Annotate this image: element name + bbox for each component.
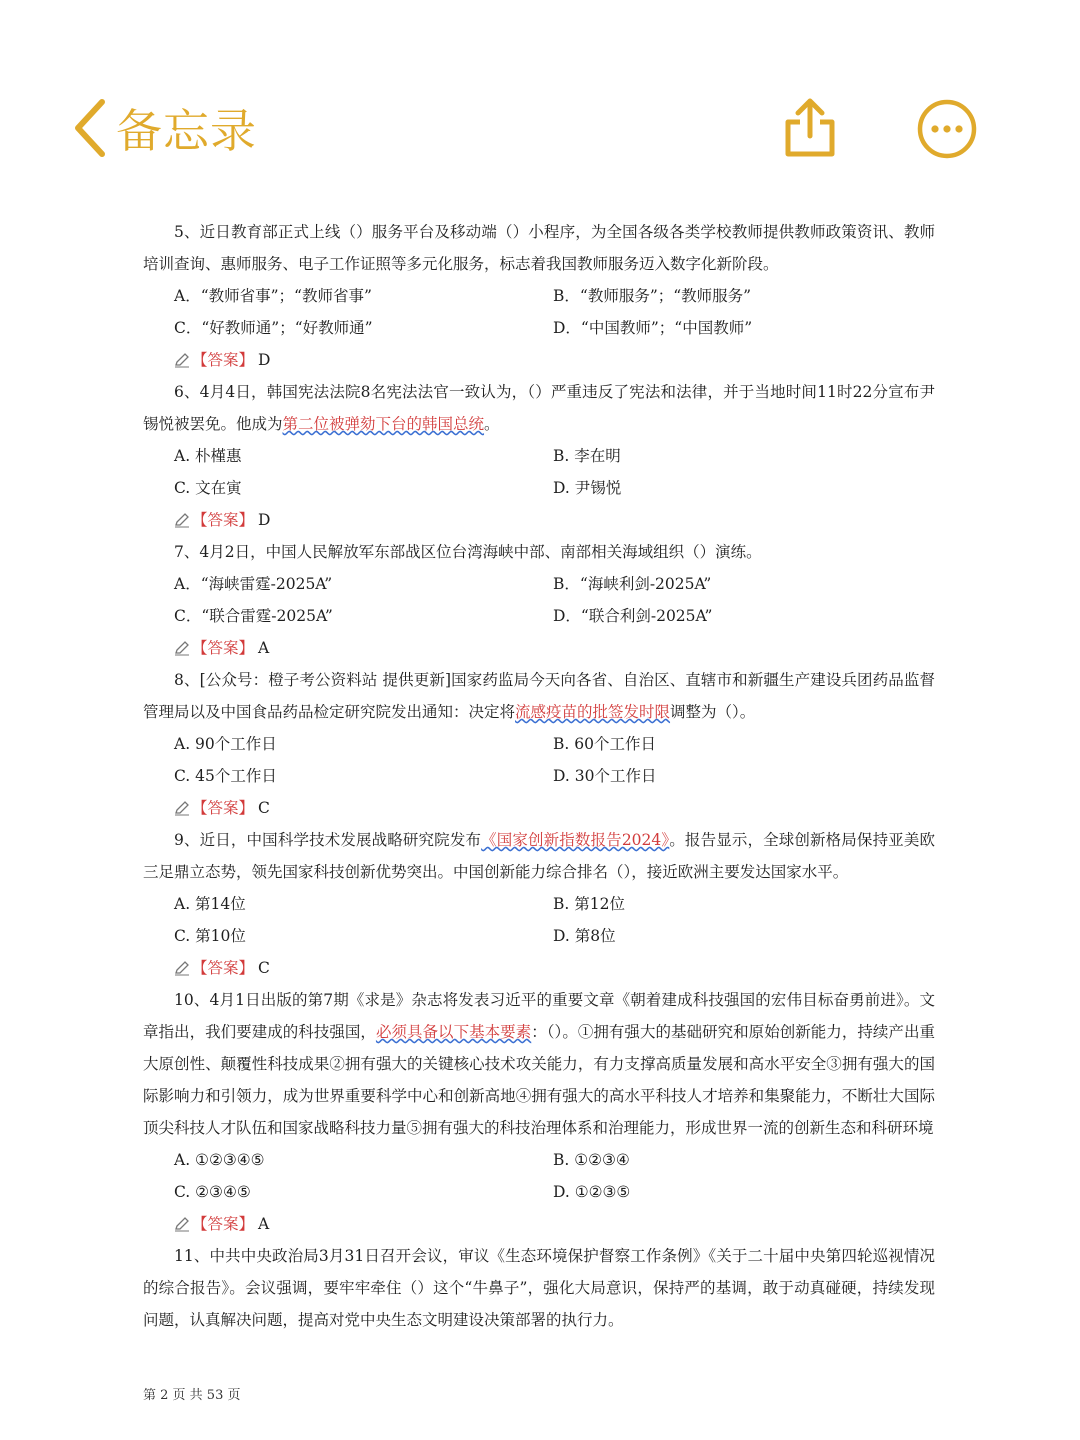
chevron-left-icon <box>72 98 106 158</box>
answer-label: 【答案】 <box>192 511 255 529</box>
question-7-text: 7、4月2日，中国人民解放军东部战区位台湾海峡中部、南部相关海域组织（）演练。 <box>174 543 762 561</box>
question-9-text-a: 9、近日，中国科学技术发展战略研究院发布 <box>174 831 482 849</box>
answer-label: 【答案】 <box>192 351 255 369</box>
option-c: C．“好教师通”；“好教师通” <box>174 319 373 337</box>
option-a: A．“教师省事”；“教师省事” <box>174 287 372 305</box>
option-a: A．“海峡雷霆-2025A” <box>174 575 333 593</box>
question-9-answer <box>143 952 935 984</box>
question-10-text-a: 10、4月1日出版的第7期《求是》杂志将发表习近平的重要文章《朝着建成科技强国的宏伟目标奋勇前进》。文章指出，我们要建成的科技强国， <box>143 991 935 1041</box>
option-b: B．“海峡利剑-2025A” <box>553 575 712 593</box>
option-d: D．“中国教师”；“中国教师” <box>553 319 753 337</box>
question-10-options <box>143 1144 935 1208</box>
page-footer: 第 2 页 共 53 页 <box>143 1388 241 1403</box>
question-5-options <box>143 280 935 344</box>
question-9-text-b: 。报告显示，全球创新格局保持亚美欧三足鼎立态势，领先国家科技创新优势突出。中国创新能力综合排名（），接近欧洲主要发达国家水平。 <box>143 831 935 881</box>
back-label: 备忘录 <box>116 104 257 158</box>
answer-label: 【答案】 <box>192 799 255 817</box>
question-6-text-a: 6、4月4日，韩国宪法法院8名宪法法官一致认为，（）严重违反了宪法和法律，并于当地时间11时22分宣布尹锡悦被罢免。他成为 <box>143 383 935 433</box>
question-8-highlight: 流感疫苗的批签发时限 <box>515 703 671 721</box>
question-9-options <box>143 888 935 952</box>
pencil-icon <box>174 960 190 976</box>
answer-value: D <box>258 511 271 529</box>
answer-label: 【答案】 <box>192 1215 255 1233</box>
more-button[interactable] <box>916 98 978 160</box>
question-7-answer <box>143 632 935 664</box>
option-d: D. 30个工作日 <box>553 767 657 785</box>
option-c: C. 第10位 <box>174 927 246 945</box>
question-6-text <box>143 376 935 440</box>
share-icon <box>780 145 840 164</box>
question-10-text-b: ：（）。①拥有强大的基础研究和原始创新能力，持续产出重大原创性、颠覆性科技成果②拥有强大的关键核心技术攻关能力，有力支撑高质量发展和高水平安全③拥有强大的国际影响力和引领力，成为世界重要科学中心和创新高地④拥有强大的高水平科技人才培养和集聚能力，不断壮大国际顶尖科技人才队伍和国家战略科技力量⑤拥有强大的科技治理体系和治理能力，形成世界一流的创新生态和科研环境 <box>143 1023 935 1137</box>
option-a: A. ①②③④⑤ <box>174 1151 265 1169</box>
answer-value: A <box>258 1215 270 1233</box>
question-6-text-b: 。 <box>484 415 500 433</box>
option-d: D. 第8位 <box>553 927 616 945</box>
option-b: B. ①②③④ <box>553 1151 630 1169</box>
question-5-answer <box>143 344 935 376</box>
question-10-highlight: 必须具备以下基本要素 <box>375 1023 532 1041</box>
option-d: D．“联合利剑-2025A” <box>553 607 713 625</box>
option-a: A. 第14位 <box>174 895 246 913</box>
option-c: C. 文在寅 <box>174 479 242 497</box>
answer-label: 【答案】 <box>192 639 255 657</box>
pencil-icon <box>174 352 190 368</box>
option-b: B. 60个工作日 <box>553 735 656 753</box>
option-c: C. 45个工作日 <box>174 767 277 785</box>
nav-bar <box>0 0 1080 200</box>
question-9-highlight: 《国家创新指数报告2024》 <box>481 831 670 849</box>
question-11-text: 11、中共中央政治局3月31日召开会议，审议《生态环境保护督察工作条例》《关于二十届中央第四轮巡视情况的综合报告》。会议强调，要牢牢牵住（）这个“牛鼻子”，强化大局意识，保持严的基调，敢于动真碰硬，持续发现问题，认真解决问题，提高对党中央生态文明建设决策部署的执行力。 <box>143 1247 935 1329</box>
question-6-options <box>143 440 935 504</box>
pencil-icon <box>174 800 190 816</box>
question-6-answer <box>143 504 935 536</box>
option-b: B．“教师服务”；“教师服务” <box>553 287 752 305</box>
pencil-icon <box>174 1216 190 1232</box>
question-8-text-a: 8、[公众号：橙子考公资料站 提供更新]国家药监局今天向各省、自治区、直辖市和新疆生产建设兵团药品监督管理局以及中国食品药品检定研究院发出通知：决定将 <box>143 671 935 721</box>
question-8-options <box>143 728 935 792</box>
answer-value: D <box>258 351 271 369</box>
pencil-icon <box>174 512 190 528</box>
question-8-text-b: 调整为（）。 <box>670 703 756 721</box>
option-c: C. ②③④⑤ <box>174 1183 251 1201</box>
answer-label: 【答案】 <box>192 959 255 977</box>
question-10-text <box>143 984 935 1144</box>
option-a: A. 朴槿惠 <box>174 447 242 465</box>
question-8-text <box>143 664 935 728</box>
question-9-text <box>143 824 935 888</box>
pencil-icon <box>174 640 190 656</box>
back-button[interactable] <box>72 96 257 160</box>
option-c: C．“联合雷霆-2025A” <box>174 607 333 625</box>
question-8-answer <box>143 792 935 824</box>
option-b: B. 李在明 <box>553 447 621 465</box>
option-b: B. 第12位 <box>553 895 625 913</box>
option-d: D. 尹锡悦 <box>553 479 622 497</box>
question-5-text: 5、近日教育部正式上线（）服务平台及移动端（）小程序，为全国各级各类学校教师提供教师政策资讯、教师培训查询、惠师服务、电子工作证照等多元化服务，标志着我国教师服务迈入数字化新阶段。 <box>143 223 935 273</box>
question-7-options <box>143 568 935 632</box>
option-a: A. 90个工作日 <box>174 735 277 753</box>
document-page <box>143 216 935 1336</box>
question-6-highlight: 第二位被弹劾下台的韩国总统 <box>282 415 485 433</box>
option-d: D. ①②③⑤ <box>553 1183 631 1201</box>
answer-value: C <box>258 799 270 817</box>
more-icon <box>916 145 978 164</box>
answer-value: C <box>258 959 270 977</box>
share-button[interactable] <box>780 96 840 160</box>
question-10-answer <box>143 1208 935 1240</box>
answer-value: A <box>258 639 270 657</box>
